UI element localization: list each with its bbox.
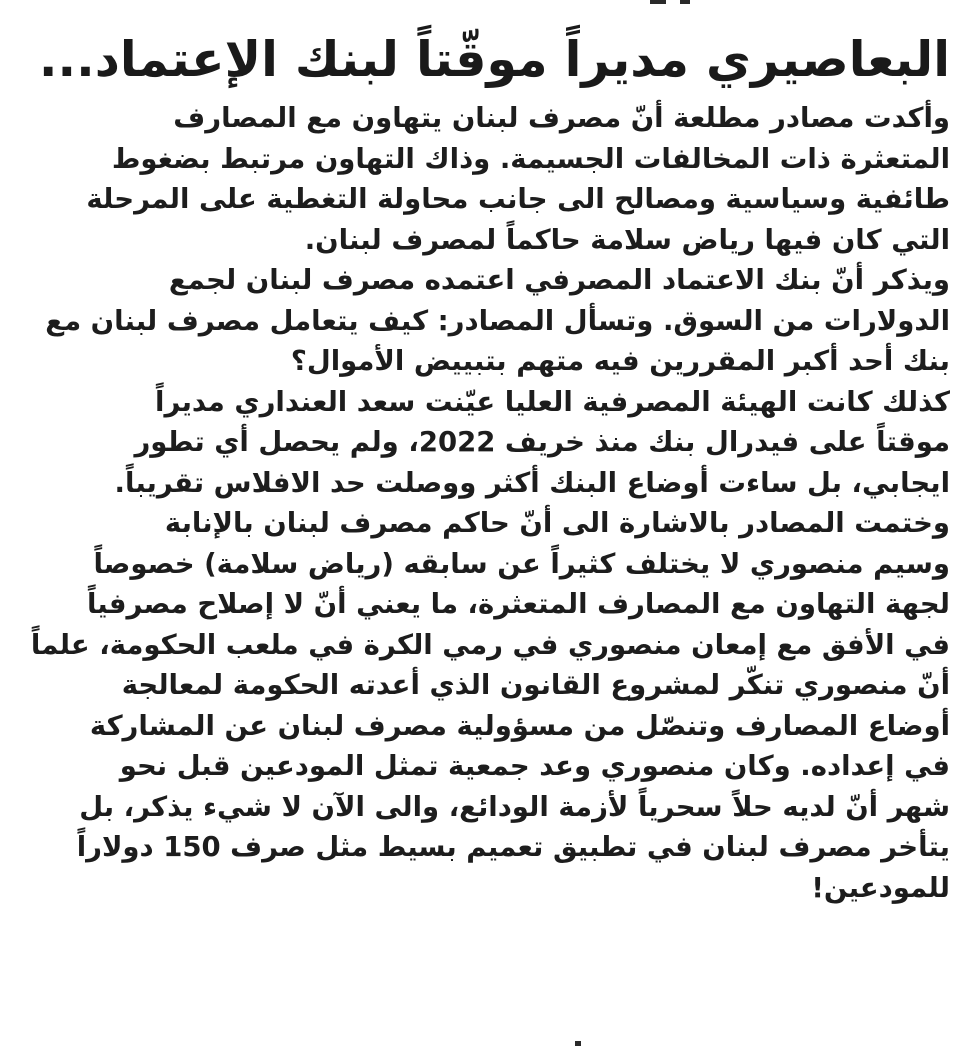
- article-line: كذلك كانت الهيئة المصرفية العليا عيّنت سعد العنداري مديراً: [155, 385, 950, 418]
- article-line: التي كان فيها رياض سلامة حاكماً لمصرف لبنان.: [304, 223, 950, 256]
- article-line: وسيم منصوري لا يختلف كثيراً عن سابقه (رياض سلامة) خصوصاً: [93, 547, 950, 580]
- article-line: المتعثرة ذات المخالفات الجسيمة. وذاك التهاون مرتبط بضغوط: [111, 142, 950, 175]
- article-line: ويذكر أنّ بنك الاعتماد المصرفي اعتمده مصرف لبنان لجمع: [168, 264, 950, 296]
- article-line: أوضاع المصارف وتنصّل من مسؤولية مصرف لبنان عن المشاركة: [89, 709, 950, 742]
- article-line: يتأخر مصرف لبنان في تطبيق تعميم بسيط مثل صرف 150 دولاراً: [76, 831, 950, 863]
- article-line: لجهة التهاون مع المصارف المتعثرة، ما يعني أنّ لا إصلاح مصرفياً: [86, 588, 950, 620]
- article-line: شهر أنّ لديه حلاً سحرياً لأزمة الودائع، والى الآن لا شيء يذكر، بل: [79, 790, 950, 823]
- article-line: في إعداده. وكان منصوري وعد جمعية تمثل المودعين قبل نحو: [119, 750, 950, 782]
- article-line: بنك أحد أكبر المقررين فيه متهم بتبييض الأموال؟: [290, 345, 950, 377]
- article-line: ايجابي، بل ساءت أوضاع البنك أكثر ووصلت حد الافلاس تقريباً.: [114, 466, 950, 499]
- article-line: وأكدت مصادر مطلعة أنّ مصرف لبنان يتهاون مع المصارف: [173, 102, 950, 134]
- article-line: طائفية وسياسية ومصالح الى جانب محاولة التغطية على المرحلة: [86, 183, 950, 215]
- article-line: وختمت المصادر بالاشارة الى أنّ حاكم مصرف لبنان بالإنابة: [164, 507, 950, 539]
- article-headline: البعاصيري مديراً موقّتاً لبنك الإعتماد...: [38, 31, 950, 88]
- cropped-text-fragment: [575, 1041, 581, 1046]
- cropped-text-fragment: [650, 0, 666, 4]
- article-body: [16, 98, 950, 908]
- article-line: للمودعين!: [811, 871, 950, 904]
- article-line: أنّ منصوري تنكّر لمشروع القانون الذي أعدته الحكومة لمعالجة: [121, 669, 950, 701]
- cropped-text-fragment: [680, 0, 690, 4]
- article-line: موقتاً على فيدرال بنك منذ خريف 2022، ولم يحصل أي تطور: [134, 426, 950, 458]
- article-line: الدولارات من السوق. وتسأل المصادر: كيف يتعامل مصرف لبنان مع: [45, 304, 950, 337]
- article-line: في الأفق مع إمعان منصوري في رمي الكرة في ملعب الحكومة، علماً: [30, 628, 950, 661]
